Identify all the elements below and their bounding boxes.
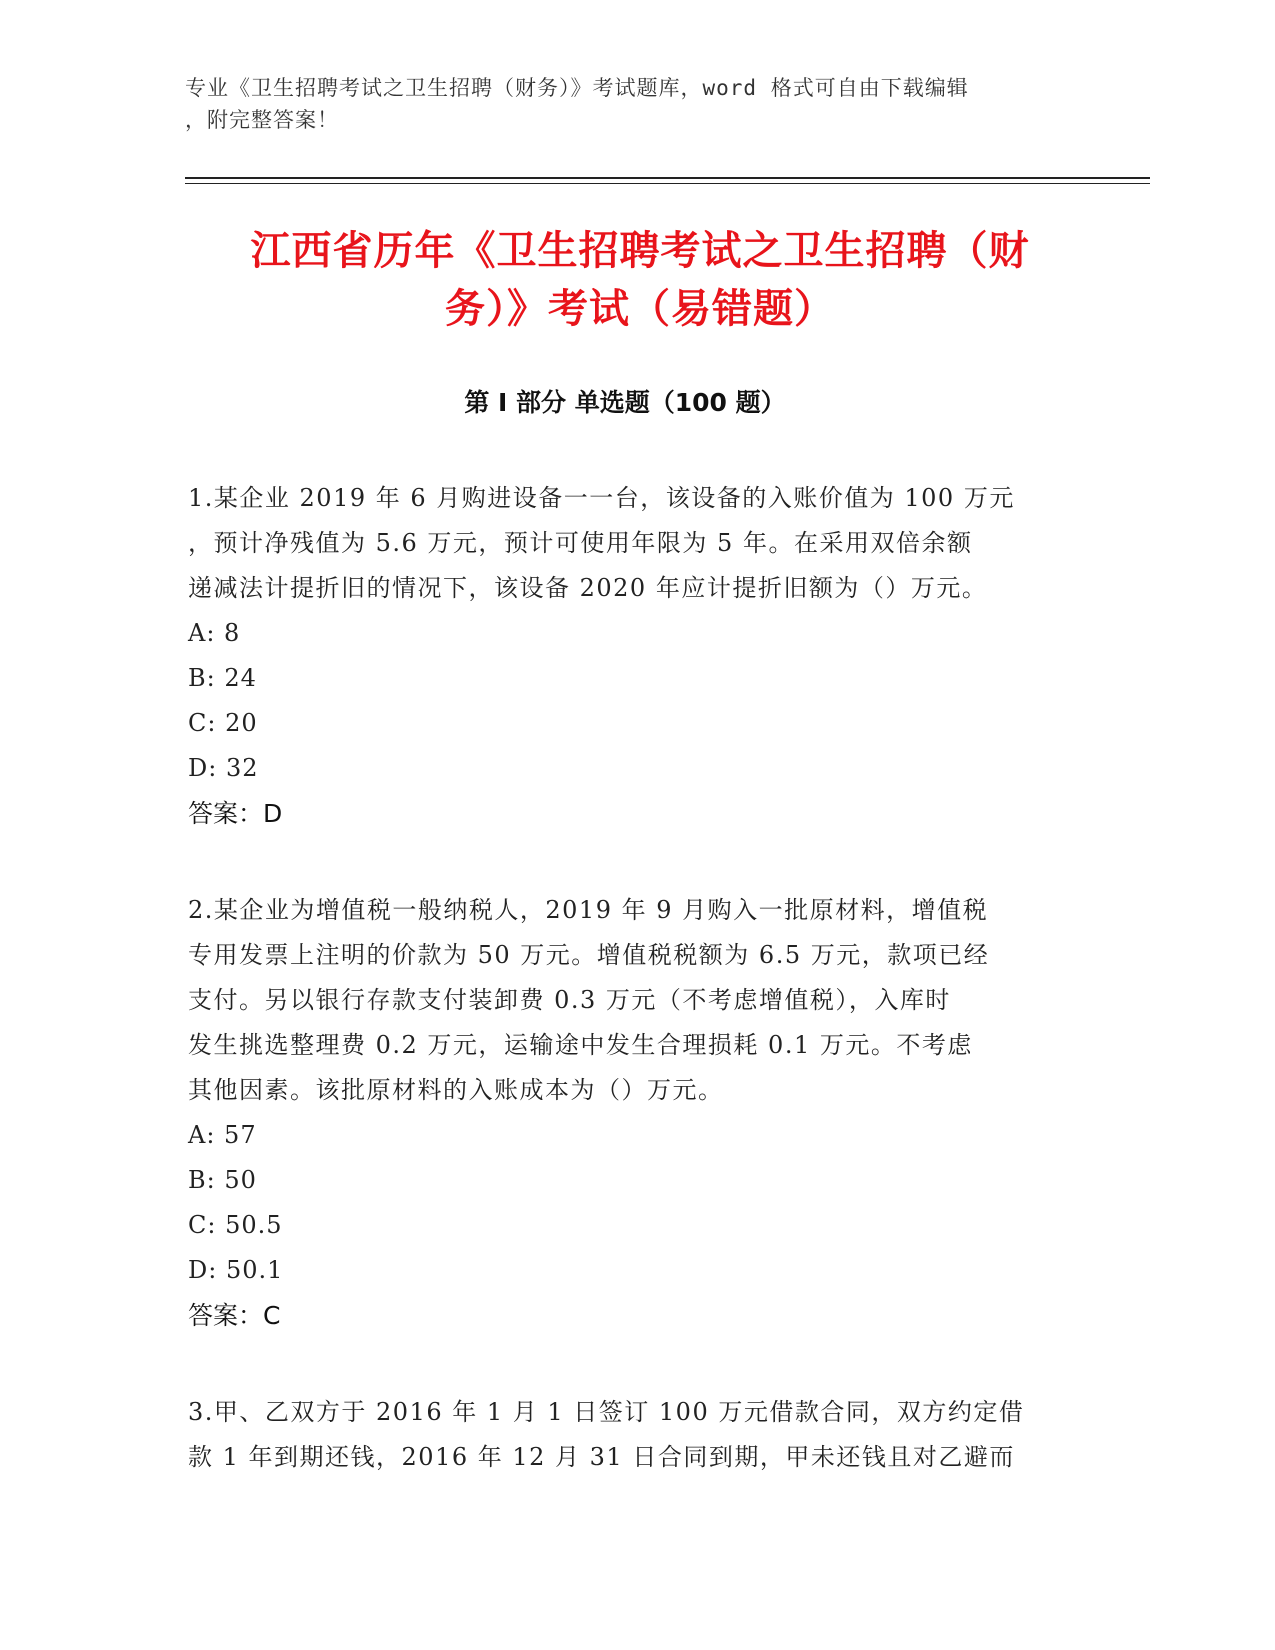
question-stem	[188, 476, 1068, 611]
question-stem-line: 其他因素。该批原材料的入账成本为（）万元。	[188, 1076, 724, 1104]
option-c: C: 20	[188, 709, 258, 737]
option-a: A: 57	[188, 1121, 257, 1149]
header-note-line-2: ，附完整答案！	[185, 108, 339, 132]
option-c: C: 50.5	[188, 1211, 283, 1239]
document-title-line-2: 务）》考试（易错题）	[445, 286, 835, 332]
section-title: 第 I 部分 单选题（100 题）	[464, 388, 786, 417]
option-b: B: 50	[188, 1166, 257, 1194]
question-stem-line: 专用发票上注明的价款为 50 万元。增值税税额为 6.5 万元，款项已经	[188, 941, 990, 969]
question-stem-line: 递减法计提折旧的情况下，该设备 2020 年应计提折旧额为（）万元。	[188, 574, 988, 602]
header-divider-thin	[185, 183, 1150, 184]
question-stem-line: 1.某企业 2019 年 6 月购进设备一一台，该设备的入账价值为 100 万元	[188, 484, 1015, 512]
document-title-line-1: 江西省历年《卫生招聘考试之卫生招聘（财	[250, 228, 1030, 274]
option-a: A: 8	[188, 619, 241, 647]
option-b: B: 24	[188, 664, 257, 692]
header-note	[185, 72, 1065, 136]
option-d: D: 50.1	[188, 1256, 284, 1284]
question-stem-line: 3.甲、乙双方于 2016 年 1 月 1 日签订 100 万元借款合同，双方约定借	[188, 1398, 1025, 1426]
option-d: D: 32	[188, 754, 259, 782]
question-2	[188, 888, 1068, 1338]
question-stem-line: 发生挑选整理费 0.2 万元，运输途中发生合理损耗 0.1 万元。不考虑	[188, 1031, 973, 1059]
question-stem	[188, 888, 1068, 1113]
question-stem-line: 2.某企业为增值税一般纳税人，2019 年 9 月购入一批原材料，增值税	[188, 896, 989, 924]
question-stem-line: 款 1 年到期还钱，2016 年 12 月 31 日合同到期，甲未还钱且对乙避而	[188, 1443, 1015, 1471]
question-list	[188, 476, 1068, 1532]
question-stem	[188, 1390, 1068, 1480]
question-3	[188, 1390, 1068, 1480]
header-note-line-1: 专业《卫生招聘考试之卫生招聘（财务）》考试题库，word 格式可自由下载编辑	[185, 76, 969, 100]
question-stem-line: 支付。另以银行存款支付装卸费 0.3 万元（不考虑增值税），入库时	[188, 986, 951, 1014]
question-1	[188, 476, 1068, 836]
answer: 答案：C	[188, 1301, 281, 1330]
answer: 答案：D	[188, 799, 283, 828]
document-title	[180, 222, 1100, 338]
header-divider-thick	[185, 177, 1150, 179]
question-stem-line: ，预计净残值为 5.6 万元，预计可使用年限为 5 年。在采用双倍余额	[188, 529, 973, 557]
